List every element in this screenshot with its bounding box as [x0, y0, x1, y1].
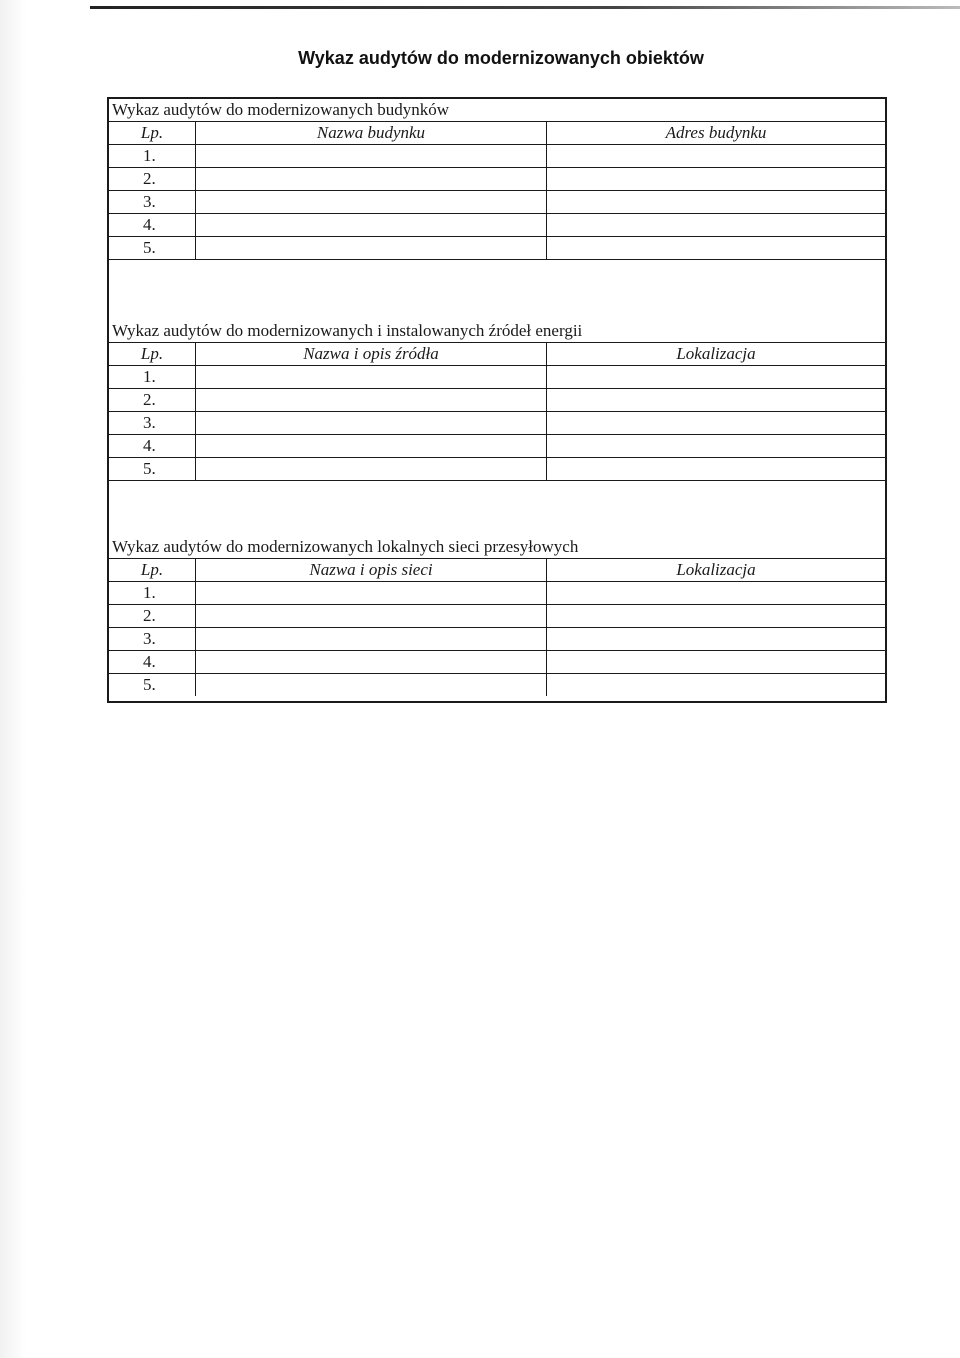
location-cell[interactable] — [547, 651, 886, 674]
row-number: 4. — [109, 651, 196, 674]
section-energy-sources — [109, 320, 885, 481]
row-number: 5. — [109, 674, 196, 697]
energy-sources-table — [109, 343, 885, 481]
table-row — [109, 412, 885, 435]
column-header-name: Nazwa i opis sieci — [196, 559, 547, 582]
location-cell[interactable] — [547, 412, 886, 435]
row-number: 4. — [109, 435, 196, 458]
table-row — [109, 435, 885, 458]
table-row — [109, 582, 885, 605]
location-cell[interactable] — [547, 628, 886, 651]
address-cell[interactable] — [547, 168, 886, 191]
section-buildings — [109, 99, 885, 260]
row-number: 2. — [109, 168, 196, 191]
name-cell[interactable] — [196, 366, 547, 389]
section-title: Wykaz audytów do modernizowanych lokalnych sieci przesyłowych — [109, 536, 885, 559]
column-header-address: Adres budynku — [547, 122, 886, 145]
table-row — [109, 651, 885, 674]
buildings-table — [109, 122, 885, 260]
name-cell[interactable] — [196, 237, 547, 260]
name-cell[interactable] — [196, 389, 547, 412]
audit-form-frame — [107, 97, 887, 703]
name-cell[interactable] — [196, 168, 547, 191]
location-cell[interactable] — [547, 674, 886, 697]
name-cell[interactable] — [196, 628, 547, 651]
column-header-name: Nazwa budynku — [196, 122, 547, 145]
table-row — [109, 237, 885, 260]
section-title: Wykaz audytów do modernizowanych i instalowanych źródeł energii — [109, 320, 885, 343]
name-cell[interactable] — [196, 674, 547, 697]
name-cell[interactable] — [196, 191, 547, 214]
column-header-location: Lokalizacja — [547, 559, 886, 582]
row-number: 5. — [109, 237, 196, 260]
name-cell[interactable] — [196, 435, 547, 458]
row-number: 3. — [109, 628, 196, 651]
column-header-name: Nazwa i opis źródła — [196, 343, 547, 366]
table-row — [109, 366, 885, 389]
table-row — [109, 145, 885, 168]
row-number: 4. — [109, 214, 196, 237]
name-cell[interactable] — [196, 412, 547, 435]
table-header-row — [109, 122, 885, 145]
name-cell[interactable] — [196, 582, 547, 605]
table-header-row — [109, 559, 885, 582]
row-number: 1. — [109, 582, 196, 605]
location-cell[interactable] — [547, 605, 886, 628]
row-number: 3. — [109, 191, 196, 214]
row-number: 2. — [109, 389, 196, 412]
location-cell[interactable] — [547, 366, 886, 389]
row-number: 1. — [109, 366, 196, 389]
column-header-location: Lokalizacja — [547, 343, 886, 366]
table-header-row — [109, 343, 885, 366]
location-cell[interactable] — [547, 458, 886, 481]
row-number: 5. — [109, 458, 196, 481]
section-title: Wykaz audytów do modernizowanych budynków — [109, 99, 885, 122]
address-cell[interactable] — [547, 191, 886, 214]
name-cell[interactable] — [196, 214, 547, 237]
table-row — [109, 628, 885, 651]
address-cell[interactable] — [547, 214, 886, 237]
scan-edge-line — [90, 6, 960, 9]
name-cell[interactable] — [196, 458, 547, 481]
row-number: 2. — [109, 605, 196, 628]
row-number: 3. — [109, 412, 196, 435]
column-header-lp: Lp. — [109, 122, 196, 145]
address-cell[interactable] — [547, 145, 886, 168]
address-cell[interactable] — [547, 237, 886, 260]
table-row — [109, 214, 885, 237]
name-cell[interactable] — [196, 605, 547, 628]
table-row — [109, 168, 885, 191]
location-cell[interactable] — [547, 582, 886, 605]
networks-table — [109, 559, 885, 696]
name-cell[interactable] — [196, 145, 547, 168]
scan-shadow — [0, 0, 26, 1358]
column-header-lp: Lp. — [109, 343, 196, 366]
table-row — [109, 674, 885, 697]
name-cell[interactable] — [196, 651, 547, 674]
table-row — [109, 191, 885, 214]
location-cell[interactable] — [547, 435, 886, 458]
table-row — [109, 389, 885, 412]
table-row — [109, 605, 885, 628]
location-cell[interactable] — [547, 389, 886, 412]
table-row — [109, 458, 885, 481]
column-header-lp: Lp. — [109, 559, 196, 582]
page-title: Wykaz audytów do modernizowanych obiektów — [298, 48, 704, 68]
row-number: 1. — [109, 145, 196, 168]
section-networks — [109, 536, 885, 696]
